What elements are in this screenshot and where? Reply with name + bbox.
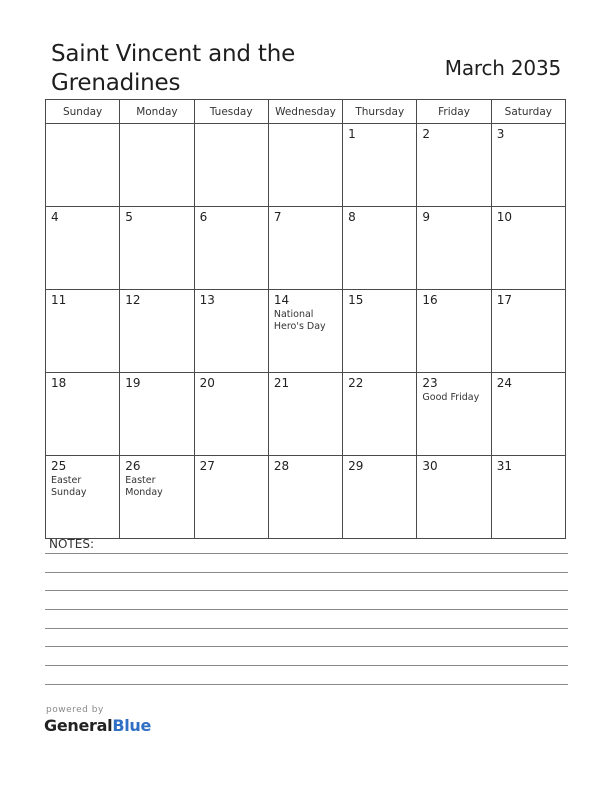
note-line bbox=[45, 646, 568, 647]
day-cell bbox=[194, 124, 268, 207]
logo-text-blue: Blue bbox=[112, 716, 152, 735]
day-cell bbox=[120, 456, 194, 539]
holiday-label: Easter Monday bbox=[125, 475, 163, 498]
day-number: 22 bbox=[348, 376, 364, 390]
day-cell bbox=[343, 456, 417, 539]
day-number: 23 bbox=[422, 376, 438, 390]
note-line bbox=[45, 609, 568, 610]
day-cell bbox=[46, 207, 120, 290]
day-cell bbox=[417, 207, 491, 290]
day-cell bbox=[491, 456, 565, 539]
day-number: 2 bbox=[422, 127, 431, 141]
day-cell bbox=[46, 290, 120, 373]
day-cell bbox=[268, 124, 342, 207]
day-cell bbox=[491, 290, 565, 373]
holiday-label: National Hero's Day bbox=[273, 309, 326, 332]
weekday-header-thursday: Thursday bbox=[343, 100, 417, 124]
day-number: 3 bbox=[496, 127, 505, 141]
weekday-header-monday: Monday bbox=[120, 100, 194, 124]
day-number: 15 bbox=[348, 293, 364, 307]
day-number: 21 bbox=[273, 376, 290, 390]
holiday-label: Easter Sunday bbox=[51, 475, 87, 498]
day-number: 13 bbox=[199, 293, 215, 307]
week-row-1 bbox=[46, 124, 566, 207]
day-cell bbox=[491, 373, 565, 456]
weekday-header-friday: Friday bbox=[417, 100, 491, 124]
day-cell bbox=[491, 207, 565, 290]
day-number: 29 bbox=[348, 459, 364, 473]
day-number: 28 bbox=[273, 459, 290, 473]
day-cell bbox=[417, 456, 491, 539]
note-line bbox=[45, 665, 568, 666]
day-number: 25 bbox=[51, 459, 67, 473]
day-cell bbox=[343, 290, 417, 373]
day-cell bbox=[120, 124, 194, 207]
day-number: 8 bbox=[348, 210, 356, 224]
day-cell bbox=[194, 373, 268, 456]
notes-label: NOTES: bbox=[49, 537, 94, 551]
note-line bbox=[45, 684, 568, 685]
day-number: 7 bbox=[273, 210, 282, 224]
day-number: 12 bbox=[125, 293, 141, 307]
day-number: 16 bbox=[422, 293, 438, 307]
day-cell bbox=[417, 124, 491, 207]
day-cell bbox=[343, 124, 417, 207]
day-cell bbox=[268, 207, 342, 290]
day-cell bbox=[343, 207, 417, 290]
day-number: 26 bbox=[125, 459, 141, 473]
day-cell bbox=[46, 373, 120, 456]
weekday-header-row bbox=[46, 100, 566, 124]
day-cell bbox=[120, 373, 194, 456]
day-cell bbox=[120, 290, 194, 373]
day-number: 9 bbox=[422, 210, 431, 224]
day-number: 27 bbox=[199, 459, 215, 473]
calendar-month-title: March 2035 bbox=[444, 56, 561, 80]
weekday-header-wednesday: Wednesday bbox=[268, 100, 342, 124]
week-row-2 bbox=[46, 207, 566, 290]
calendar-grid bbox=[45, 99, 566, 539]
day-number: 10 bbox=[496, 210, 512, 224]
day-cell bbox=[268, 290, 342, 373]
day-cell bbox=[268, 456, 342, 539]
note-line bbox=[45, 628, 568, 629]
weekday-header-saturday: Saturday bbox=[491, 100, 565, 124]
week-row-3 bbox=[46, 290, 566, 373]
day-cell bbox=[194, 456, 268, 539]
note-line bbox=[45, 572, 568, 573]
day-number: 31 bbox=[496, 459, 512, 473]
day-cell bbox=[343, 373, 417, 456]
day-cell bbox=[194, 290, 268, 373]
day-number: 4 bbox=[51, 210, 59, 224]
day-cell bbox=[491, 124, 565, 207]
day-number: 17 bbox=[496, 293, 512, 307]
generalblue-logo bbox=[44, 716, 151, 735]
note-line bbox=[45, 553, 568, 554]
calendar-country-title: Saint Vincent and the Grenadines bbox=[51, 41, 296, 96]
day-number: 1 bbox=[348, 127, 356, 141]
day-number: 18 bbox=[51, 376, 67, 390]
day-number: 11 bbox=[51, 293, 67, 307]
powered-by-text: powered by bbox=[46, 705, 104, 715]
week-row-5 bbox=[46, 456, 566, 539]
holiday-label: Good Friday bbox=[422, 392, 480, 403]
day-cell bbox=[120, 207, 194, 290]
day-cell bbox=[46, 124, 120, 207]
day-cell bbox=[268, 373, 342, 456]
day-number: 5 bbox=[125, 210, 133, 224]
day-cell bbox=[417, 290, 491, 373]
weekday-header-sunday: Sunday bbox=[46, 100, 120, 124]
day-number: 20 bbox=[199, 376, 215, 390]
weekday-header-tuesday: Tuesday bbox=[194, 100, 268, 124]
day-cell bbox=[46, 456, 120, 539]
day-number: 24 bbox=[496, 376, 512, 390]
day-number: 14 bbox=[273, 293, 290, 307]
day-number: 19 bbox=[125, 376, 141, 390]
note-line bbox=[45, 590, 568, 591]
week-row-4 bbox=[46, 373, 566, 456]
logo-text-general: General bbox=[44, 716, 113, 735]
day-cell bbox=[194, 207, 268, 290]
day-number: 30 bbox=[422, 459, 438, 473]
day-cell bbox=[417, 373, 491, 456]
day-number: 6 bbox=[199, 210, 208, 224]
